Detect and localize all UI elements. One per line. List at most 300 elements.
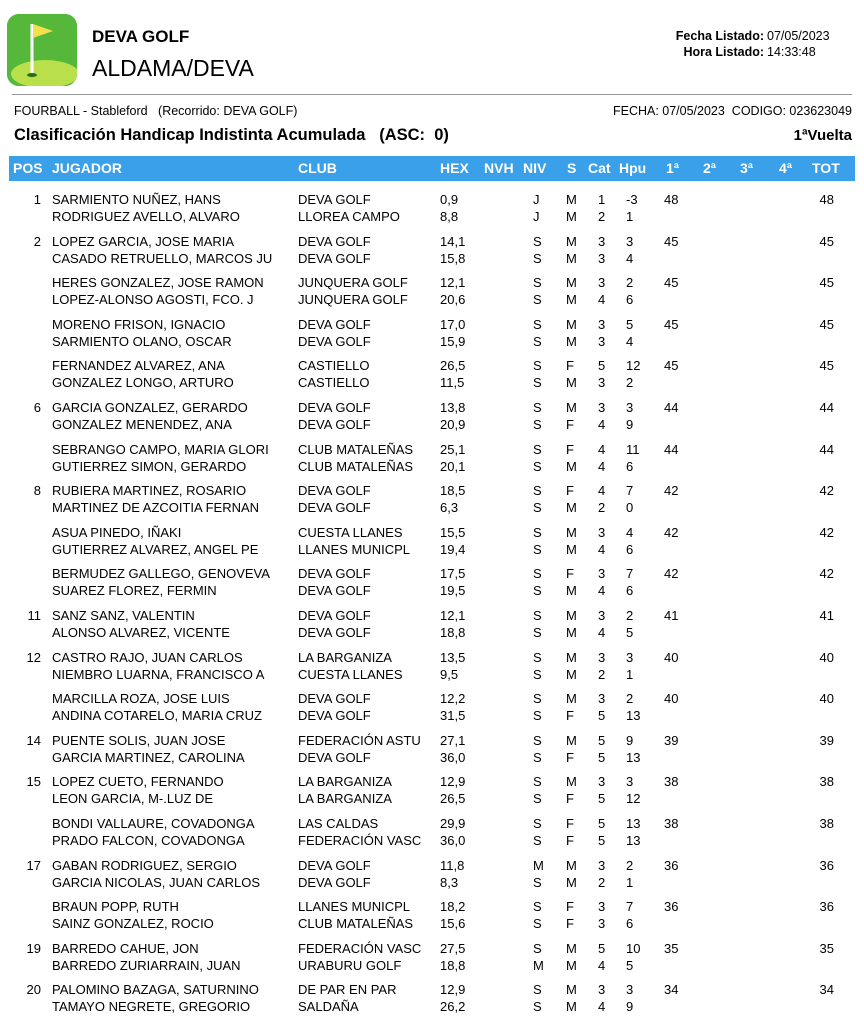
player-name: BARREDO CAHUE, JON: [52, 940, 199, 956]
table-row: [0, 525, 864, 567]
player-club: DEVA GOLF: [298, 333, 371, 349]
player-handicap: 17,0: [440, 316, 466, 332]
player-handicap: 15,9: [440, 333, 466, 349]
position-cell: 17: [26, 857, 41, 873]
player-handicap: 18,2: [440, 899, 466, 915]
player-handicap: 20,1: [440, 458, 466, 474]
round-1-score: 44: [664, 399, 679, 415]
player-club: LAS CALDAS: [298, 815, 379, 831]
player-level: S: [533, 691, 542, 707]
player-level: S: [533, 624, 542, 640]
player-sex: F: [566, 832, 574, 848]
player-sex: F: [566, 791, 574, 807]
player-name: GONZALEZ MENENDEZ, ANA: [52, 416, 232, 432]
player-sex: M: [566, 583, 577, 599]
table-row: [0, 691, 864, 733]
player-name: ALONSO ALVAREZ, VICENTE: [52, 624, 230, 640]
player-club: DEVA GOLF: [298, 566, 371, 582]
col-pos: POS: [13, 160, 43, 176]
player-category: 3: [598, 316, 606, 332]
player-name: LEON GARCIA, M-.LUZ DE: [52, 791, 214, 807]
player-handicap: 25,1: [440, 441, 466, 457]
col-total: TOT: [812, 160, 840, 176]
player-club: DEVA GOLF: [298, 607, 371, 623]
player-name: LOPEZ CUETO, FERNANDO: [52, 774, 224, 790]
position-cell: 11: [27, 607, 41, 623]
player-name: ANDINA COTARELO, MARIA CRUZ: [52, 708, 262, 724]
col-club: CLUB: [298, 160, 337, 176]
round-1-score: 42: [664, 524, 679, 540]
col-hpu: Hpu: [619, 160, 647, 176]
player-sex: M: [566, 982, 577, 998]
player-sex: F: [566, 916, 574, 932]
round-1-score: 38: [664, 815, 679, 831]
player-category: 5: [598, 708, 606, 724]
player-sex: F: [566, 749, 574, 765]
player-club: DEVA GOLF: [298, 500, 371, 516]
total-score: 48: [819, 192, 834, 207]
player-name: GARCIA NICOLAS, JUAN CARLOS: [52, 874, 261, 890]
total-score: 36: [819, 899, 834, 915]
player-playing-handicap: 13: [626, 832, 641, 848]
player-level: S: [533, 233, 542, 249]
listing-meta-values: [767, 28, 830, 60]
player-club: DE PAR EN PAR: [298, 982, 397, 998]
round-1-score: 35: [664, 940, 679, 956]
table-row: [0, 650, 864, 692]
total-score: 42: [819, 483, 834, 499]
table-row: [0, 816, 864, 858]
table-row: [0, 234, 864, 276]
player-sex: M: [566, 607, 577, 623]
player-level: S: [533, 524, 542, 540]
table-row: [0, 899, 864, 941]
player-handicap: 27,5: [440, 940, 466, 956]
position-cell: 2: [33, 233, 41, 249]
player-sex: F: [566, 899, 574, 915]
player-playing-handicap: 6: [626, 583, 634, 599]
player-category: 1: [598, 192, 606, 207]
player-playing-handicap: 4: [626, 250, 634, 266]
player-category: 4: [598, 441, 606, 457]
player-level: S: [533, 708, 542, 724]
hora-listado-value: 14:33:48: [767, 45, 816, 59]
player-handicap: 15,6: [440, 916, 466, 932]
player-category: 5: [598, 832, 606, 848]
player-category: 5: [598, 815, 606, 831]
player-sex: M: [566, 649, 577, 665]
player-level: S: [533, 416, 542, 432]
round-1-score: 45: [664, 358, 679, 374]
hora-listado-label: Hora Listado:: [683, 45, 764, 59]
round-1-score: 45: [664, 316, 679, 332]
player-playing-handicap: 1: [626, 666, 634, 682]
player-sex: M: [566, 458, 577, 474]
player-name: PALOMINO BAZAGA, SATURNINO: [52, 982, 259, 998]
player-club: LA BARGANIZA: [298, 649, 392, 665]
player-handicap: 14,1: [440, 233, 466, 249]
player-playing-handicap: 12: [626, 358, 641, 374]
round-1-score: 38: [664, 774, 679, 790]
player-level: S: [533, 541, 542, 557]
round-1-score: 34: [664, 982, 679, 998]
player-name: SEBRANGO CAMPO, MARIA GLORI: [52, 441, 269, 457]
player-category: 5: [598, 749, 606, 765]
player-club: DEVA GOLF: [298, 749, 371, 765]
player-name: SANZ SANZ, VALENTIN: [52, 607, 195, 623]
player-name: LOPEZ-ALONSO AGOSTI, FCO. J: [52, 292, 254, 308]
player-club: LA BARGANIZA: [298, 791, 392, 807]
total-score: 36: [819, 857, 834, 873]
player-name: GABAN RODRIGUEZ, SERGIO: [52, 857, 237, 873]
table-header: [9, 156, 855, 181]
player-category: 3: [598, 566, 606, 582]
page-title: Clasificación Handicap Indistinta Acumulada (ASC: 0): [14, 126, 449, 144]
player-level: S: [533, 874, 542, 890]
player-sex: M: [566, 233, 577, 249]
player-sex: M: [566, 732, 577, 748]
player-playing-handicap: 4: [626, 333, 634, 349]
round-label: 1ªVuelta: [793, 127, 852, 144]
player-level: S: [533, 815, 542, 831]
player-category: 3: [598, 524, 606, 540]
player-name: BERMUDEZ GALLEGO, GENOVEVA: [52, 566, 270, 582]
player-sex: F: [566, 441, 574, 457]
player-level: S: [533, 666, 542, 682]
round-1-score: 41: [664, 607, 679, 623]
player-playing-handicap: 6: [626, 292, 634, 308]
player-club: CUESTA LLANES: [298, 666, 403, 682]
player-category: 4: [598, 483, 606, 499]
round-1-score: 44: [664, 441, 679, 457]
table-row: [0, 442, 864, 484]
player-name: GARCIA MARTINEZ, CAROLINA: [52, 749, 245, 765]
player-club: JUNQUERA GOLF: [298, 275, 408, 291]
player-club: FEDERACIÓN VASC: [298, 832, 422, 848]
club-location: ALDAMA/DEVA: [92, 55, 254, 81]
player-handicap: 0,9: [440, 192, 459, 207]
total-score: 45: [819, 316, 834, 332]
player-name: RUBIERA MARTINEZ, ROSARIO: [52, 483, 247, 499]
table-row: [0, 358, 864, 400]
table-row: [0, 400, 864, 442]
player-level: S: [533, 333, 542, 349]
col-round-3: 3ª: [740, 160, 753, 176]
header-divider: [12, 94, 852, 95]
col-round-2: 2ª: [703, 160, 716, 176]
player-club: FEDERACIÓN VASC: [298, 940, 422, 956]
player-level: S: [533, 916, 542, 932]
competition-format: FOURBALL - Stableford (Recorrido: DEVA GOLF): [14, 104, 298, 118]
player-handicap: 11,5: [440, 375, 465, 391]
player-level: S: [533, 441, 542, 457]
player-playing-handicap: 13: [626, 749, 641, 765]
table-row: [0, 275, 864, 317]
player-sex: M: [566, 250, 577, 266]
player-handicap: 29,9: [440, 815, 466, 831]
player-level: S: [533, 607, 542, 623]
player-club: LA BARGANIZA: [298, 774, 392, 790]
player-club: LLANES MUNICPL: [298, 899, 410, 915]
player-category: 2: [598, 209, 606, 224]
player-sex: M: [566, 524, 577, 540]
player-playing-handicap: 3: [626, 649, 634, 665]
player-club: DEVA GOLF: [298, 192, 371, 207]
player-level: S: [533, 358, 542, 374]
player-club: DEVA GOLF: [298, 416, 371, 432]
player-handicap: 26,5: [440, 791, 466, 807]
player-level: S: [533, 316, 542, 332]
col-s: S: [567, 160, 577, 176]
total-score: 40: [819, 691, 834, 707]
col-cat: Cat: [588, 160, 611, 176]
player-name: BRAUN POPP, RUTH: [52, 899, 179, 915]
table-row: [0, 317, 864, 359]
player-name: GUTIERREZ ALVAREZ, ANGEL PE: [52, 541, 259, 557]
total-score: 42: [819, 524, 834, 540]
player-level: S: [533, 649, 542, 665]
player-club: CLUB MATALEÑAS: [298, 441, 414, 457]
player-club: DEVA GOLF: [298, 483, 371, 499]
total-score: 34: [819, 982, 834, 998]
player-sex: M: [566, 375, 577, 391]
player-handicap: 19,5: [440, 583, 466, 599]
player-sex: M: [566, 316, 577, 332]
player-category: 3: [598, 607, 606, 623]
player-playing-handicap: 3: [626, 774, 634, 790]
player-sex: M: [566, 292, 577, 308]
player-playing-handicap: 1: [626, 874, 634, 890]
player-level: S: [533, 940, 542, 956]
player-category: 3: [598, 649, 606, 665]
player-handicap: 8,8: [440, 209, 459, 224]
player-category: 3: [598, 774, 606, 790]
player-name: ASUA PINEDO, IÑAKI: [52, 524, 182, 540]
round-1-score: 48: [664, 192, 679, 207]
player-sex: M: [566, 624, 577, 640]
player-playing-handicap: 4: [626, 524, 634, 540]
player-club: SALDAÑA: [298, 999, 359, 1015]
table-row: [0, 941, 864, 983]
round-1-score: 45: [664, 233, 679, 249]
player-club: DEVA GOLF: [298, 316, 371, 332]
player-level: S: [533, 732, 542, 748]
player-name: CASADO RETRUELLO, MARCOS JU: [52, 250, 273, 266]
player-name: GONZALEZ LONGO, ARTURO: [52, 375, 234, 391]
player-level: S: [533, 999, 542, 1015]
player-playing-handicap: 2: [626, 375, 634, 391]
player-category: 4: [598, 416, 606, 432]
round-1-score: 36: [664, 899, 679, 915]
player-category: 3: [598, 233, 606, 249]
player-level: S: [533, 566, 542, 582]
position-cell: 12: [26, 649, 41, 665]
player-name: BARREDO ZURIARRAIN, JUAN: [52, 957, 241, 973]
player-handicap: 11,8: [440, 857, 465, 873]
player-club: DEVA GOLF: [298, 583, 371, 599]
player-handicap: 20,9: [440, 416, 466, 432]
player-level: J: [533, 209, 540, 224]
player-sex: M: [566, 541, 577, 557]
player-sex: M: [566, 874, 577, 890]
player-playing-handicap: 3: [626, 982, 634, 998]
player-category: 2: [598, 500, 606, 516]
position-cell: 20: [26, 982, 41, 998]
player-handicap: 20,6: [440, 292, 466, 308]
player-level: M: [533, 957, 544, 973]
player-club: DEVA GOLF: [298, 233, 371, 249]
player-club: LLANES MUNICPL: [298, 541, 410, 557]
total-score: 42: [819, 566, 834, 582]
player-playing-handicap: 10: [626, 940, 641, 956]
col-hex: HEX: [440, 160, 469, 176]
player-handicap: 13,5: [440, 649, 466, 665]
player-name: MORENO FRISON, IGNACIO: [52, 316, 226, 332]
player-name: SARMIENTO OLANO, OSCAR: [52, 333, 232, 349]
table-row: [0, 774, 864, 816]
player-handicap: 26,2: [440, 999, 466, 1015]
player-level: S: [533, 982, 542, 998]
player-club: DEVA GOLF: [298, 624, 371, 640]
player-name: CASTRO RAJO, JUAN CARLOS: [52, 649, 243, 665]
player-playing-handicap: 13: [626, 708, 641, 724]
player-sex: M: [566, 957, 577, 973]
player-level: S: [533, 583, 542, 599]
position-cell: 15: [26, 774, 41, 790]
player-sex: F: [566, 416, 574, 432]
player-name: PRADO FALCON, COVADONGA: [52, 832, 245, 848]
player-sex: M: [566, 857, 577, 873]
player-category: 5: [598, 940, 606, 956]
player-name: SARMIENTO NUÑEZ, HANS: [52, 192, 221, 207]
player-playing-handicap: 3: [626, 233, 634, 249]
player-playing-handicap: 6: [626, 541, 634, 557]
player-sex: M: [566, 999, 577, 1015]
total-score: 39: [819, 732, 834, 748]
position-cell: 8: [33, 483, 41, 499]
player-category: 4: [598, 458, 606, 474]
player-handicap: 9,5: [440, 666, 459, 682]
player-name: NIEMBRO LUARNA, FRANCISCO A: [52, 666, 265, 682]
player-category: 4: [598, 292, 606, 308]
total-score: 38: [819, 815, 834, 831]
col-jugador: JUGADOR: [52, 160, 123, 176]
player-handicap: 18,8: [440, 957, 466, 973]
total-score: 45: [819, 275, 834, 291]
player-name: SUAREZ FLOREZ, FERMIN: [52, 583, 217, 599]
player-category: 3: [598, 691, 606, 707]
player-handicap: 12,2: [440, 691, 466, 707]
player-sex: M: [566, 275, 577, 291]
col-round-4: 4ª: [779, 160, 792, 176]
player-playing-handicap: 6: [626, 458, 634, 474]
table-row: [0, 733, 864, 775]
total-score: 45: [819, 233, 834, 249]
player-playing-handicap: 6: [626, 916, 634, 932]
player-category: 3: [598, 333, 606, 349]
player-playing-handicap: 3: [626, 399, 634, 415]
player-sex: M: [566, 399, 577, 415]
player-handicap: 12,1: [440, 607, 466, 623]
player-playing-handicap: 2: [626, 691, 634, 707]
player-name: SAINZ GONZALEZ, ROCIO: [52, 916, 214, 932]
player-name: RODRIGUEZ AVELLO, ALVARO: [52, 209, 240, 224]
player-playing-handicap: 5: [626, 957, 634, 973]
player-club: CASTIELLO: [298, 375, 370, 391]
table-row: [0, 566, 864, 608]
player-handicap: 12,1: [440, 275, 466, 291]
player-handicap: 15,5: [440, 524, 466, 540]
round-1-score: 42: [664, 566, 679, 582]
player-handicap: 26,5: [440, 358, 466, 374]
player-club: CASTIELLO: [298, 358, 370, 374]
player-level: J: [533, 192, 540, 207]
player-level: S: [533, 275, 542, 291]
player-playing-handicap: 7: [626, 899, 634, 915]
fecha-listado-label: Fecha Listado:: [675, 29, 764, 43]
player-name: FERNANDEZ ALVAREZ, ANA: [52, 358, 225, 374]
round-1-score: 42: [664, 483, 679, 499]
player-sex: M: [566, 774, 577, 790]
player-level: S: [533, 399, 542, 415]
player-level: M: [533, 857, 544, 873]
player-playing-handicap: 5: [626, 316, 634, 332]
player-playing-handicap: 7: [626, 566, 634, 582]
round-1-score: 45: [664, 275, 679, 291]
player-category: 3: [598, 275, 606, 291]
player-category: 4: [598, 583, 606, 599]
player-handicap: 15,8: [440, 250, 466, 266]
player-name: PUENTE SOLIS, JUAN JOSE: [52, 732, 226, 748]
col-nvh: NVH: [484, 160, 514, 176]
player-club: DEVA GOLF: [298, 857, 371, 873]
player-playing-handicap: 5: [626, 624, 634, 640]
player-playing-handicap: 2: [626, 607, 634, 623]
player-playing-handicap: 9: [626, 732, 634, 748]
player-name: LOPEZ GARCIA, JOSE MARIA: [52, 233, 235, 249]
player-name: GARCIA GONZALEZ, GERARDO: [52, 399, 248, 415]
player-handicap: 27,1: [440, 732, 466, 748]
player-category: 3: [598, 899, 606, 915]
fecha-listado-value: 07/05/2023: [767, 29, 830, 43]
player-handicap: 31,5: [440, 708, 466, 724]
round-1-score: 39: [664, 732, 679, 748]
total-score: 44: [819, 441, 834, 457]
table-row: [0, 608, 864, 650]
player-club: CUESTA LLANES: [298, 524, 403, 540]
player-sex: M: [566, 666, 577, 682]
table-row: [0, 858, 864, 900]
player-category: 5: [598, 791, 606, 807]
player-category: 4: [598, 999, 606, 1015]
player-club: DEVA GOLF: [298, 250, 371, 266]
player-category: 5: [598, 732, 606, 748]
player-level: S: [533, 483, 542, 499]
player-club: URABURU GOLF: [298, 957, 402, 973]
total-score: 35: [819, 940, 834, 956]
player-sex: F: [566, 483, 574, 499]
player-level: S: [533, 791, 542, 807]
position-cell: 1: [33, 192, 41, 207]
player-playing-handicap: 1: [626, 209, 634, 224]
player-name: BONDI VALLAURE, COVADONGA: [52, 815, 255, 831]
club-name: DEVA GOLF: [92, 27, 190, 46]
player-sex: F: [566, 358, 574, 374]
player-club: JUNQUERA GOLF: [298, 292, 408, 308]
table-row: [0, 192, 864, 234]
player-level: S: [533, 500, 542, 516]
player-club: DEVA GOLF: [298, 874, 371, 890]
